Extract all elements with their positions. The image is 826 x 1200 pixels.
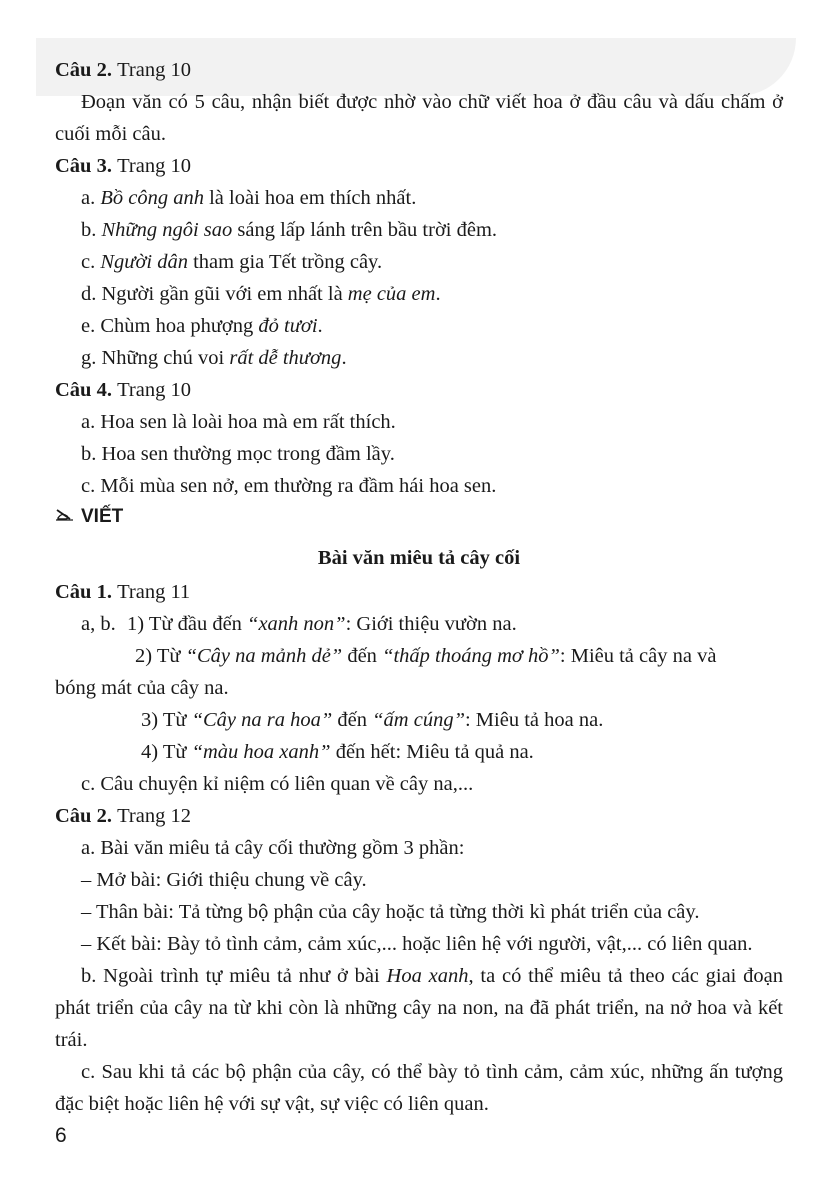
section-label: VIẾT: [81, 506, 124, 527]
document-body: [55, 54, 783, 1120]
answer-item: g. Những chú voi rất dễ thương.: [81, 347, 347, 369]
answer-item: a. Bồ công anh là loài hoa em thích nhất.: [81, 187, 417, 209]
answer-subitem: – Kết bài: Bày tỏ tình cảm, cảm xúc,... hoặc liên hệ với người, vật,... có liên quan.: [81, 933, 753, 955]
section-heading: [55, 502, 783, 532]
answer-item: 3) Từ “Cây na ra hoa” đến “ấm cúng”: Miêu tả hoa na.: [141, 709, 604, 731]
answer-item: a. Hoa sen là loài hoa mà em rất thích.: [81, 411, 396, 433]
question-heading: [55, 374, 783, 406]
question-label: Câu 4.: [55, 379, 112, 401]
question-label: Câu 2.: [55, 805, 112, 827]
answer-subitem: – Thân bài: Tả từng bộ phận của cây hoặc tả từng thời kì phát triển của cây.: [81, 901, 700, 923]
question-label: Câu 2.: [55, 59, 112, 81]
question-label: Câu 1.: [55, 581, 112, 603]
answer-item: b. Những ngôi sao sáng lấp lánh trên bầu trời đêm.: [81, 219, 498, 241]
answer-item: c. Người dân tham gia Tết trồng cây.: [81, 251, 383, 273]
lesson-title: Bài văn miêu tả cây cối: [317, 547, 521, 569]
answer-item-continued: bóng mát của cây na.: [55, 677, 229, 699]
question-page: Trang 12: [117, 805, 191, 827]
answer-item: a, b. 1) Từ đầu đến “xanh non”: Giới thiệu vườn na.: [81, 613, 517, 635]
question-page: Trang 11: [117, 581, 191, 603]
answer-item: e. Chùm hoa phượng đỏ tươi.: [81, 315, 323, 337]
answer-subitem: – Mở bài: Giới thiệu chung về cây.: [81, 869, 367, 891]
question-heading: [55, 54, 783, 86]
page-number: 6: [55, 1124, 67, 1147]
paragraph: Đoạn văn có 5 câu, nhận biết được nhờ vào chữ viết hoa ở đầu câu và dấu chấm ở cuối mỗi câu.: [55, 91, 783, 145]
question-label: Câu 3.: [55, 155, 112, 177]
question-page: Trang 10: [117, 379, 191, 401]
answer-item: 2) Từ “Cây na mảnh dẻ” đến “thấp thoáng mơ hồ”: Miêu tả cây na và: [135, 645, 717, 667]
question-heading: [55, 150, 783, 182]
answer-item: 4) Từ “màu hoa xanh” đến hết: Miêu tả quả na.: [141, 741, 534, 763]
question-heading: [55, 800, 783, 832]
question-page: Trang 10: [117, 59, 191, 81]
pencil-writing-icon: [55, 502, 75, 532]
answer-item: a. Bài văn miêu tả cây cối thường gồm 3 phần:: [81, 837, 465, 859]
answer-item: c. Mỗi mùa sen nở, em thường ra đầm hái hoa sen.: [81, 475, 497, 497]
question-heading: [55, 576, 783, 608]
answer-item: d. Người gần gũi với em nhất là mẹ của em.: [81, 283, 441, 305]
question-page: Trang 10: [117, 155, 191, 177]
answer-item: b. Hoa sen thường mọc trong đầm lầy.: [81, 443, 395, 465]
answer-item: c. Câu chuyện kỉ niệm có liên quan về cây na,...: [81, 773, 474, 795]
answer-item: c. Sau khi tả các bộ phận của cây, có thể bày tỏ tình cảm, cảm xúc, những ấn tượng đặc biệt hoặc liên hệ với sự vật, sự việc có liên quan.: [55, 1061, 783, 1115]
answer-item: b. Ngoài trình tự miêu tả như ở bài Hoa xanh, ta có thể miêu tả theo các giai đoạn phát triển của cây na từ khi còn là những cây na non, na đã phát triển, na nở hoa và kết trái.: [55, 965, 784, 1051]
